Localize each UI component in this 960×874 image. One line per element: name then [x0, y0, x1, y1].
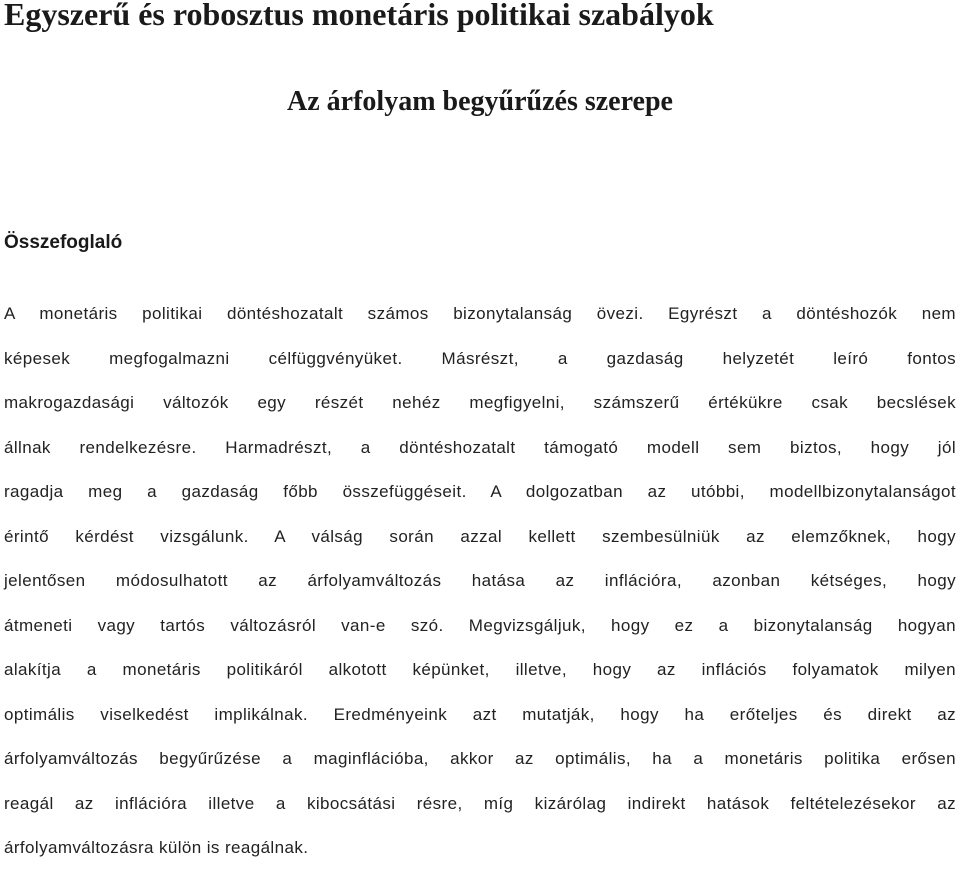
abstract-line-last: árfolyamváltozásra külön is reagálnak.	[4, 838, 309, 857]
abstract-paragraph	[4, 295, 956, 874]
abstract-line: optimális viselkedést implikálnak. Eredményeink azt mutatják, hogy ha erőteljes és direkt az	[4, 704, 956, 724]
abstract-line: ragadja meg a gazdaság főbb összefüggéseit. A dolgozatban az utóbbi, modellbizonytalanságot	[4, 482, 956, 501]
abstract-line: makrogazdasági változók egy részét nehéz megfigyelni, számszerű értékükre csak becslések	[4, 393, 956, 412]
abstract-line: reagál az inflációra illetve a kibocsátási résre, míg kizárólag indirekt hatások feltételezésekor az	[4, 793, 956, 813]
abstract-line: alakítja a monetáris politikáról alkotott képünket, illetve, hogy az inflációs folyamatok milyen	[4, 660, 956, 679]
abstract-line: átmeneti vagy tartós változásról van-e szó. Megvizsgáljuk, hogy ez a bizonytalanság hogyan	[4, 615, 956, 635]
abstract-line: érintő kérdést vizsgálunk. A válság során azzal kellett szembesülniük az elemzőknek, hogy	[4, 526, 956, 546]
abstract-line: árfolyamváltozás begyűrűzése a maginflációba, akkor az optimális, ha a monetáris politika erősen	[4, 749, 956, 768]
document-title: Egyszerű és robosztus monetáris politikai szabályok	[4, 0, 714, 32]
abstract-line: jelentősen módosulhatott az árfolyamváltozás hatása az inflációra, azonban kétséges, hogy	[4, 571, 956, 590]
abstract-line: képesek megfogalmazni célfüggvényüket. Másrészt, a gazdaság helyzetét leíró fontos	[4, 348, 956, 368]
document-subtitle: Az árfolyam begyűrűzés szerepe	[287, 86, 673, 117]
section-heading-summary: Összefoglaló	[4, 232, 123, 253]
abstract-line: állnak rendelkezésre. Harmadrészt, a döntéshozatalt támogató modell sem biztos, hogy jól	[4, 437, 956, 457]
abstract-line: A monetáris politikai döntéshozatalt számos bizonytalanság övezi. Egyrészt a döntéshozók nem	[4, 304, 956, 323]
